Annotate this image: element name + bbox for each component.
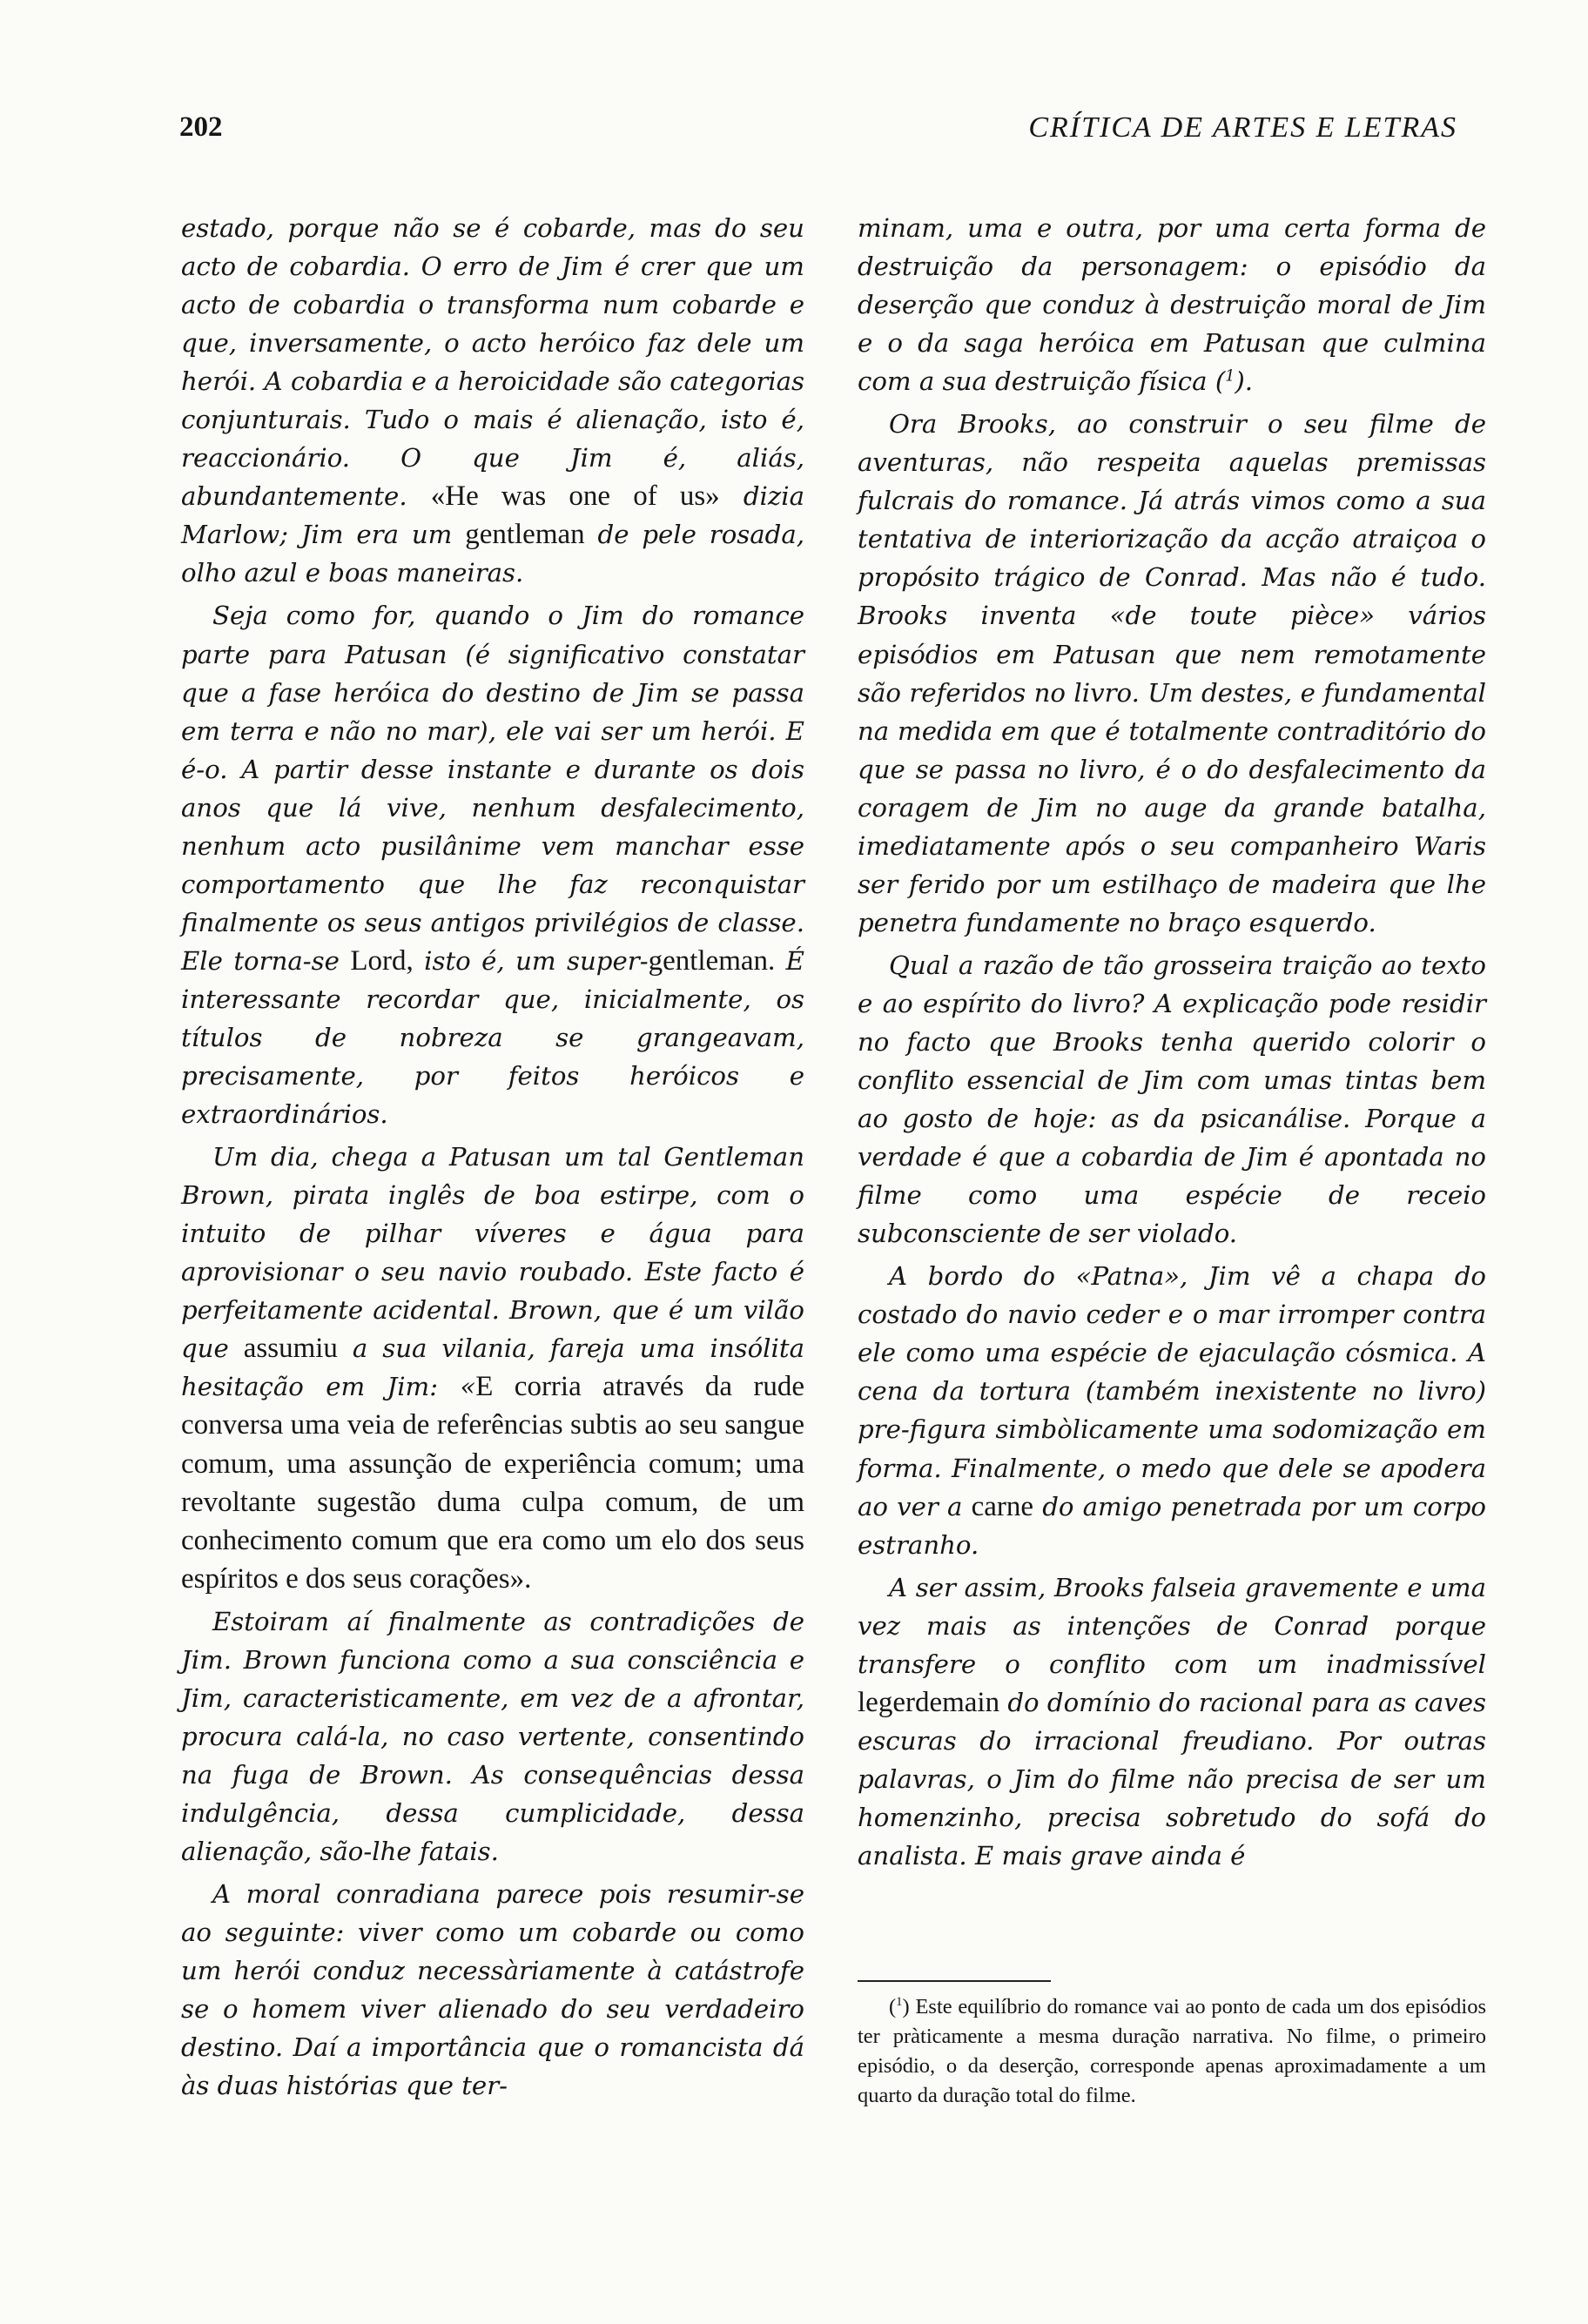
paragraph: Qual a razão de tão grosseira traição ao texto e ao espírito do livro? A explicação pode residir no facto que Brooks tenha querido colorir o conflito essencial de Jim com umas tintas bem ao gosto de hoje: as da psicanálise. Porque a verdade é que a cobardia de Jim é apontada no filme como uma espécie de receio subconsciente de ser violado. [858, 950, 1486, 1249]
paragraph: Seja como for, quando o Jim do romance parte para Patusan (é significativo constatar que a fase heróica do destino de Jim se passa em terra e não no mar), ele vai ser um herói. E é-o. A partir desse instante e durante os dois anos que lá vive, nenhum desfalecimento, nenhum acto pusilânime vem manchar esse comportamento que lhe faz reconquistar finalmente os seus antigos privilégios de classe. Ele torna-se Lord, isto é, um super-gentleman. É interessante recordar que, inicialmente, os títulos de nobreza se grangeavam, precisamente, por feitos heróicos e extraordinários. [181, 601, 804, 1130]
page-number: 202 [179, 111, 223, 143]
footnote-marker: 1 [896, 1994, 903, 2009]
paragraph: A moral conradiana parece pois resumir-se ao seguinte: viver como um cobarde ou como um herói conduz necessàriamente à catástrofe se o homem viver alienado do seu verdadeiro destino. Daí a importância que o romancista dá às duas histórias que ter- [181, 1879, 804, 2101]
right-column [858, 209, 1486, 1875]
paragraph: A ser assim, Brooks falseia gravemente e uma vez mais as intenções de Conrad porque transfere o conflito com um inadmissível legerdemain do domínio do racional para as caves escuras do irracional freudiano. Por outras palavras, o Jim do filme não precisa de ser um homenzinho, precisa sobretudo do sofá do analista. E mais grave ainda é [858, 1572, 1486, 1871]
footnote-divider [858, 1980, 1051, 1982]
paragraph: Ora Brooks, ao construir o seu filme de aventuras, não respeita aquelas premissas fulcrais do romance. Já atrás vimos como a sua tentativa de interiorização da acção atraiçoa o propósito trágico de Conrad. Mas não é tudo. Brooks inventa «de toute pièce» vários episódios em Patusan que nem remotamente são referidos no livro. Um destes, e fundamental na medida em que é totalmente contraditório do que se passa no livro, é o do desfalecimento da coragem de Jim no auge da grande batalha, imediatamente após o seu companheiro Waris ser ferido por um estilhaço de madeira que lhe penetra fundamente no braço esquerdo. [858, 409, 1486, 937]
paragraph: Um dia, chega a Patusan um tal Gentleman Brown, pirata inglês de boa estirpe, com o intuito de pilhar víveres e água para aprovisionar o seu navio roubado. Este facto é perfeitamente acidental. Brown, que é um vilão que assumiu a sua vilania, fareja uma insólita hesitação em Jim: «E corria através da rude conversa uma veia de referências subtis ao seu sangue comum, uma assunção de experiência comum; uma revoltante sugestão duma culpa comum, de um conhecimento comum que era como um elo dos seus espíritos e dos seus corações». [181, 1142, 804, 1595]
left-column [181, 209, 804, 2105]
paragraph: estado, porque não se é cobarde, mas do seu acto de cobardia. O erro de Jim é crer que um acto de cobardia o transforma num cobarde e que, inversamente, o acto heróico faz dele um herói. A cobardia e a heroicidade são categorias conjunturais. Tudo o mais é alienação, isto é, reaccionário. O que Jim é, aliás, abundantemente. «He was one of us» dizia Marlow; Jim era um gentleman de pele rosada, olho azul e boas maneiras. [181, 213, 805, 588]
footnote-text: Este equilíbrio do romance vai ao ponto de cada um dos episódios ter pràticamente a mesma duração narrativa. No filme, o primeiro episódio, o da deserção, corresponde apenas aproximadamente a um quarto da duração total do filme. [858, 1995, 1486, 2107]
paragraph: A bordo do «Patna», Jim vê a chapa do costado do navio ceder e o mar irromper contra ele como uma espécie de ejaculação cósmica. A cena da tortura (também inexistente no livro) pre-figura simbòlicamente uma sodomização em forma. Finalmente, o medo que dele se apodera ao ver a carne do amigo penetrada por um corpo estranho. [858, 1261, 1486, 1560]
paragraph: Estoiram aí finalmente as contradições de Jim. Brown funciona como a sua consciência e Jim, caracteristicamente, em vez de a afrontar, procura calá-la, no caso vertente, consentindo na fuga de Brown. As consequências dessa indulgência, dessa cumplicidade, dessa alienação, são-lhe fatais. [181, 1606, 804, 1866]
footnote: ($^1$) Este equilíbrio do romance vai ao ponto de cada um dos episódios ter pràticamente a mesma duração narrativa. No filme, o primeiro episódio, o da deserção, corresponde apenas aproximadamente a um quarto da duração total do filme. [858, 1994, 1486, 2107]
running-title: CRÍTICA DE ARTES E LETRAS [1028, 111, 1457, 144]
footnote-reference: 1 [1225, 367, 1235, 386]
paragraph: minam, uma e outra, por uma certa forma de destruição da personagem: o episódio da deserção que conduz à destruição moral de Jim e o da saga heróica em Patusan que culmina com a sua destruição física ($^1$). [858, 213, 1486, 397]
